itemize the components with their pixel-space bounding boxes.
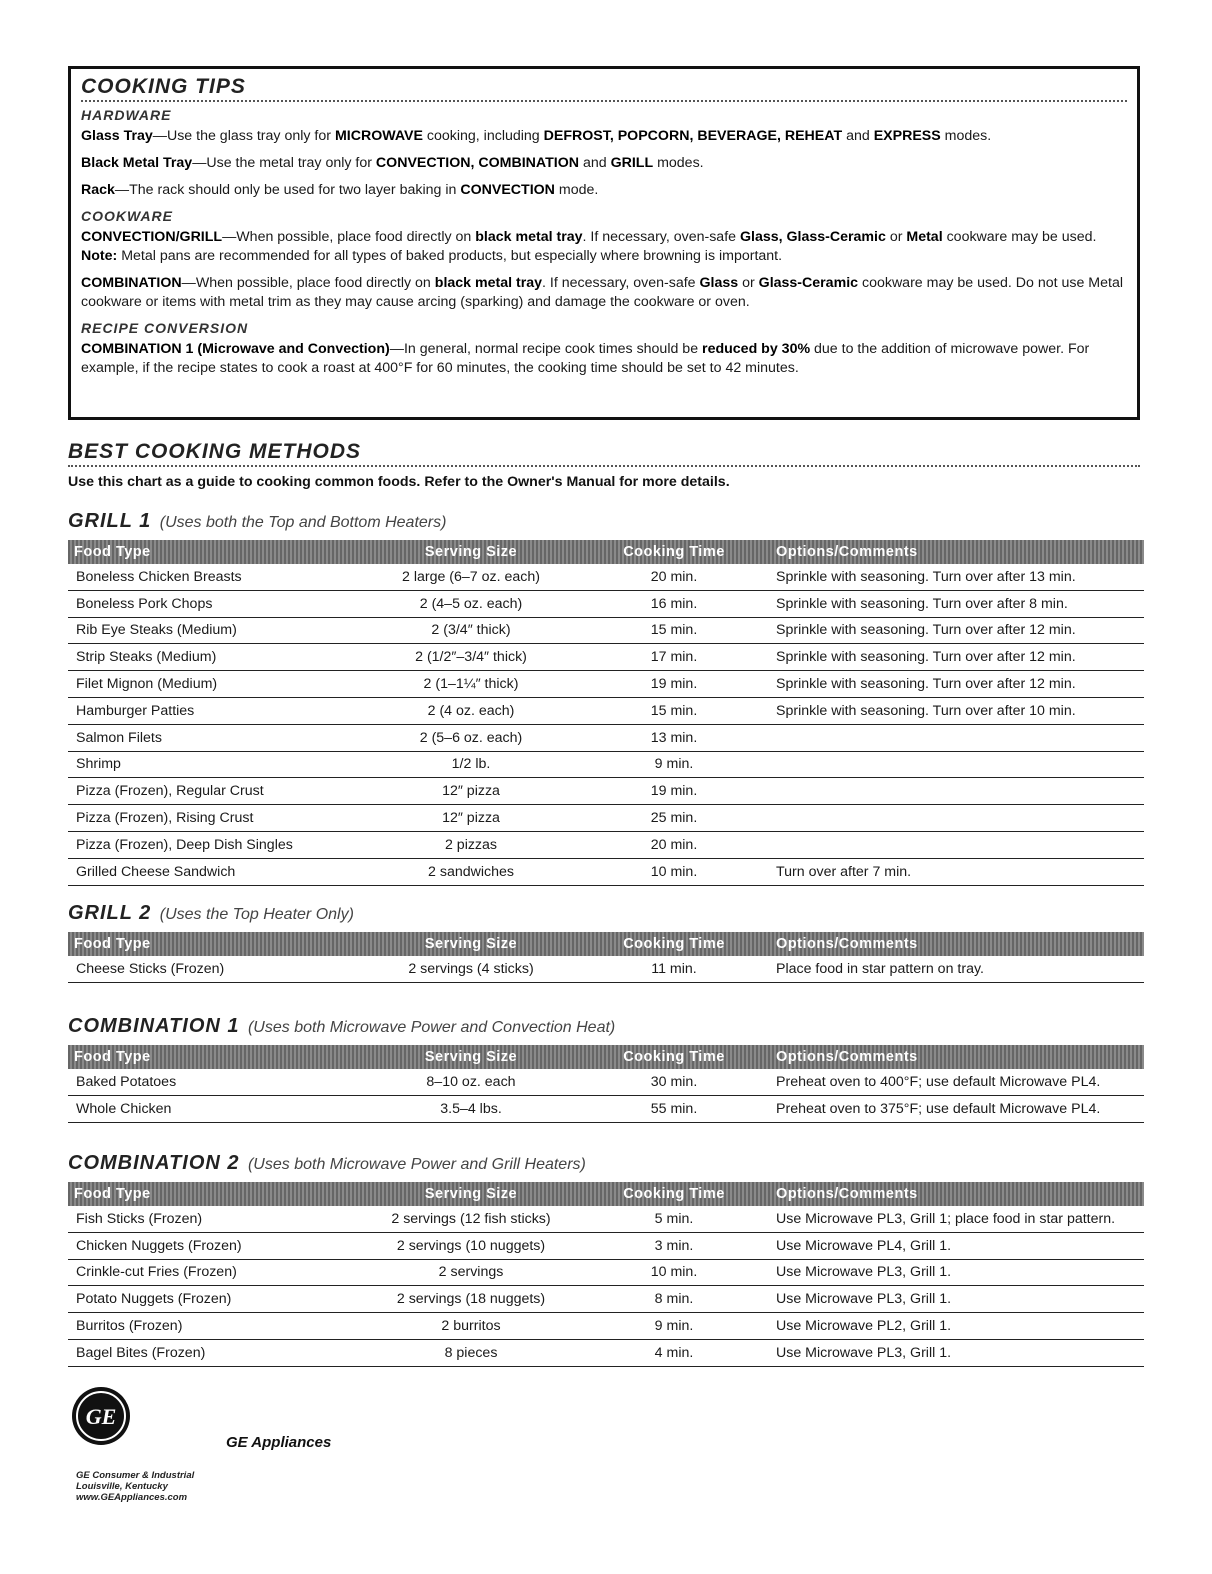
cooking-time-cell: 17 min.	[650, 649, 698, 666]
cooking-time-cell: 15 min.	[650, 622, 698, 639]
table-header	[68, 932, 1144, 956]
cooking-time-cell: 16 min.	[650, 595, 698, 612]
grill2-table	[68, 902, 1144, 983]
cooking-time-cell: 30 min.	[650, 1073, 698, 1090]
table-row	[68, 956, 1144, 983]
options-cell: Use Microwave PL3, Grill 1.	[776, 1344, 952, 1361]
brand-name: GE Appliances	[226, 1434, 332, 1451]
cooking-time-cell: 19 min.	[650, 783, 698, 800]
header-serving-size: Serving Size	[424, 1049, 518, 1065]
table-row	[68, 832, 1144, 859]
serving-size-cell: 2 pizzas	[444, 836, 498, 853]
table-rows	[68, 564, 1144, 886]
cooking-time-cell: 9 min.	[654, 1318, 694, 1335]
options-cell: Sprinkle with seasoning. Turn over after 10 min.	[776, 702, 1076, 719]
header-options: Options/Comments	[776, 1049, 918, 1065]
serving-size-cell: 2 servings (4 sticks)	[408, 960, 534, 977]
cooking-time-cell: 11 min.	[651, 960, 697, 977]
food-type-cell: Grilled Cheese Sandwich	[76, 863, 236, 880]
table-row	[68, 644, 1144, 671]
table-row	[68, 1340, 1144, 1367]
food-type-cell: Bagel Bites (Frozen)	[76, 1344, 206, 1361]
cooking-time-cell: 19 min.	[650, 676, 698, 693]
header-food-type: Food Type	[74, 1049, 151, 1065]
cooking-time-cell: 20 min.	[650, 836, 698, 853]
serving-size-cell: 2 servings (12 fish sticks)	[391, 1210, 551, 1227]
serving-size-cell: 2 servings	[438, 1264, 504, 1281]
table-row	[68, 671, 1144, 698]
serving-size-cell: 3.5–4 lbs.	[440, 1100, 502, 1117]
food-type-cell: Burritos (Frozen)	[76, 1318, 183, 1335]
combination-tip: COMBINATION—When possible, place food directly on black metal tray. If necessary, oven-safe Glass or Glass-Ceramic cookware may be used. Do not use Metal cookware or items with metal trim as they may cause arcing (sparking) and damage the cookware or oven.	[81, 275, 1124, 310]
table-row	[68, 564, 1144, 591]
header-cooking-time: Cooking Time	[623, 936, 725, 952]
best-cooking-methods-intro: Use this chart as a guide to cooking common foods. Refer to the Owner's Manual for more details.	[68, 474, 730, 490]
combination1-table	[68, 1015, 1144, 1123]
cooking-time-cell: 8 min.	[654, 1291, 694, 1308]
grill1-name: GRILL 1	[68, 510, 152, 532]
serving-size-cell: 2 servings (10 nuggets)	[396, 1237, 546, 1254]
food-type-cell: Strip Steaks (Medium)	[76, 649, 217, 666]
table-row	[68, 1206, 1144, 1233]
cooking-time-cell: 10 min.	[650, 1264, 698, 1281]
serving-size-cell: 2 (4–5 oz. each)	[419, 595, 523, 612]
serving-size-cell: 2 large (6–7 oz. each)	[401, 568, 541, 585]
rack-tip: Rack—The rack should only be used for two layer baking in CONVECTION mode.	[81, 182, 599, 198]
grill2-desc: (Uses the Top Heater Only)	[159, 906, 354, 923]
table-row	[68, 1313, 1144, 1340]
food-type-cell: Rib Eye Steaks (Medium)	[76, 622, 237, 639]
options-cell: Sprinkle with seasoning. Turn over after 12 min.	[776, 676, 1076, 693]
cooking-time-cell: 3 min.	[654, 1237, 694, 1254]
serving-size-cell: 1/2 lb.	[451, 756, 491, 773]
food-type-cell: Filet Mignon (Medium)	[76, 676, 218, 693]
header-food-type: Food Type	[74, 936, 151, 952]
black-metal-tray-tip: Black Metal Tray—Use the metal tray only for CONVECTION, COMBINATION and GRILL modes.	[81, 155, 704, 171]
food-type-cell: Fish Sticks (Frozen)	[76, 1210, 203, 1227]
options-cell: Sprinkle with seasoning. Turn over after 8 min.	[776, 595, 1068, 612]
convection-grill-tip: CONVECTION/GRILL—When possible, place food directly on black metal tray. If necessary, oven-safe Glass, Glass-Ceramic or Metal cookware may be used. Note: Metal pans are recommended for all types of baked products, but especially where browning is important.	[81, 229, 1097, 264]
serving-size-cell: 2 (1–1¼″ thick)	[423, 676, 519, 693]
table-row	[68, 591, 1144, 618]
table-header	[68, 1045, 1144, 1069]
serving-size-cell: 2 servings (18 nuggets)	[396, 1291, 546, 1308]
food-type-cell: Boneless Pork Chops	[76, 595, 213, 612]
header-serving-size: Serving Size	[424, 1186, 518, 1202]
ge-logo-icon	[70, 1385, 132, 1447]
grill1-desc: (Uses both the Top and Bottom Heaters)	[159, 514, 447, 531]
food-type-cell: Pizza (Frozen), Rising Crust	[76, 810, 254, 827]
table-rows	[68, 956, 1144, 983]
header-serving-size: Serving Size	[424, 544, 518, 560]
combination1-desc: (Uses both Microwave Power and Convection Heat)	[247, 1019, 616, 1036]
serving-size-cell: 2 (4 oz. each)	[427, 702, 515, 719]
combination1-heading	[68, 1015, 1144, 1039]
serving-size-cell: 2 sandwiches	[428, 863, 514, 880]
serving-size-cell: 2 (5–6 oz. each)	[419, 729, 523, 746]
options-cell: Sprinkle with seasoning. Turn over after 13 min.	[776, 568, 1076, 585]
serving-size-cell: 2 (3/4″ thick)	[431, 622, 511, 639]
best-cooking-methods-title: BEST COOKING METHODS	[68, 440, 1140, 467]
combination2-name: COMBINATION 2	[68, 1152, 240, 1174]
options-cell: Sprinkle with seasoning. Turn over after 12 min.	[776, 622, 1076, 639]
food-type-cell: Chicken Nuggets (Frozen)	[76, 1237, 242, 1254]
options-cell: Use Microwave PL2, Grill 1.	[776, 1318, 952, 1335]
header-food-type: Food Type	[74, 544, 151, 560]
food-type-cell: Boneless Chicken Breasts	[76, 568, 242, 585]
address-line-company: GE Consumer & Industrial	[76, 1470, 195, 1481]
header-cooking-time: Cooking Time	[623, 1186, 725, 1202]
table-header	[68, 540, 1144, 564]
combination2-heading	[68, 1152, 1144, 1176]
header-options: Options/Comments	[776, 1186, 918, 1202]
address-block	[76, 1470, 194, 1503]
options-cell: Use Microwave PL3, Grill 1.	[776, 1264, 952, 1281]
food-type-cell: Cheese Sticks (Frozen)	[76, 960, 225, 977]
options-cell: Sprinkle with seasoning. Turn over after 12 min.	[776, 649, 1076, 666]
food-type-cell: Shrimp	[76, 756, 121, 773]
food-type-cell: Baked Potatoes	[76, 1073, 177, 1090]
food-type-cell: Salmon Filets	[76, 729, 162, 746]
grill2-name: GRILL 2	[68, 902, 152, 924]
hardware-title: HARDWARE	[81, 107, 172, 123]
svg-text:GE: GE	[85, 1404, 117, 1429]
options-cell: Use Microwave PL3, Grill 1; place food in star pattern.	[776, 1210, 1116, 1227]
table-rows	[68, 1069, 1144, 1123]
table-row	[68, 698, 1144, 725]
table-row	[68, 1260, 1144, 1287]
table-row	[68, 725, 1144, 752]
serving-size-cell: 8 pieces	[444, 1344, 498, 1361]
recipe-conversion-title: RECIPE CONVERSION	[81, 320, 249, 336]
recipe-conversion-tip: COMBINATION 1 (Microwave and Convection)—In general, normal recipe cook times should be reduced by 30% due to the addition of microwave power. For example, if the recipe states to cook a roast at 400°F for 60 minutes, the cooking time should be set to 42 minutes.	[81, 341, 1090, 376]
cooking-time-cell: 4 min.	[654, 1344, 694, 1361]
table-row	[68, 1286, 1144, 1313]
table-row	[68, 1233, 1144, 1260]
combination1-name: COMBINATION 1	[68, 1015, 240, 1037]
food-type-cell: Crinkle-cut Fries (Frozen)	[76, 1264, 237, 1281]
serving-size-cell: 8–10 oz. each	[426, 1073, 516, 1090]
serving-size-cell: 12″ pizza	[442, 783, 500, 800]
food-type-cell: Potato Nuggets (Frozen)	[76, 1291, 232, 1308]
serving-size-cell: 12″ pizza	[442, 810, 500, 827]
combination2-desc: (Uses both Microwave Power and Grill Heaters)	[247, 1156, 586, 1173]
table-row	[68, 805, 1144, 832]
grill1-table	[68, 510, 1144, 886]
cooking-time-cell: 20 min.	[650, 568, 698, 585]
options-cell: Place food in star pattern on tray.	[776, 960, 984, 977]
options-cell: Use Microwave PL3, Grill 1.	[776, 1291, 952, 1308]
table-row	[68, 778, 1144, 805]
cooking-time-cell: 15 min.	[650, 702, 698, 719]
food-type-cell: Pizza (Frozen), Regular Crust	[76, 783, 264, 800]
options-cell: Preheat oven to 375°F; use default Microwave PL4.	[776, 1100, 1101, 1117]
grill1-heading	[68, 510, 1144, 534]
address-line-website: www.GEAppliances.com	[76, 1492, 188, 1503]
cooking-time-cell: 9 min.	[654, 756, 694, 773]
address-line-city: Louisville, Kentucky	[76, 1481, 168, 1492]
options-cell: Turn over after 7 min.	[776, 863, 912, 880]
header-serving-size: Serving Size	[424, 936, 518, 952]
serving-size-cell: 2 burritos	[441, 1318, 501, 1335]
cookware-title: COOKWARE	[81, 208, 173, 224]
cooking-time-cell: 13 min.	[650, 729, 698, 746]
food-type-cell: Pizza (Frozen), Deep Dish Singles	[76, 836, 293, 853]
cooking-time-cell: 55 min.	[650, 1100, 698, 1117]
cooking-time-cell: 5 min.	[654, 1210, 694, 1227]
glass-tray-tip: Glass Tray—Use the glass tray only for MICROWAVE cooking, including DEFROST, POPCORN, BEVERAGE, REHEAT and EXPRESS modes.	[81, 128, 992, 144]
cooking-time-cell: 10 min.	[650, 863, 698, 880]
table-row	[68, 1069, 1144, 1096]
table-row	[68, 859, 1144, 886]
header-cooking-time: Cooking Time	[623, 544, 725, 560]
cooking-tips-title: COOKING TIPS	[81, 75, 1127, 102]
cooking-tips-box	[68, 66, 1140, 420]
table-header	[68, 1182, 1144, 1206]
serving-size-cell: 2 (1/2″–3/4″ thick)	[415, 649, 527, 666]
options-cell: Preheat oven to 400°F; use default Microwave PL4.	[776, 1073, 1101, 1090]
combination2-table	[68, 1152, 1144, 1367]
food-type-cell: Hamburger Patties	[76, 702, 195, 719]
header-cooking-time: Cooking Time	[623, 1049, 725, 1065]
table-row	[68, 1096, 1144, 1123]
header-options: Options/Comments	[776, 544, 918, 560]
food-type-cell: Whole Chicken	[76, 1100, 172, 1117]
header-options: Options/Comments	[776, 936, 918, 952]
grill2-heading	[68, 902, 1144, 926]
table-row	[68, 752, 1144, 779]
header-food-type: Food Type	[74, 1186, 151, 1202]
cooking-time-cell: 25 min.	[650, 810, 698, 827]
table-row	[68, 618, 1144, 645]
options-cell: Use Microwave PL4, Grill 1.	[776, 1237, 952, 1254]
table-rows	[68, 1206, 1144, 1367]
